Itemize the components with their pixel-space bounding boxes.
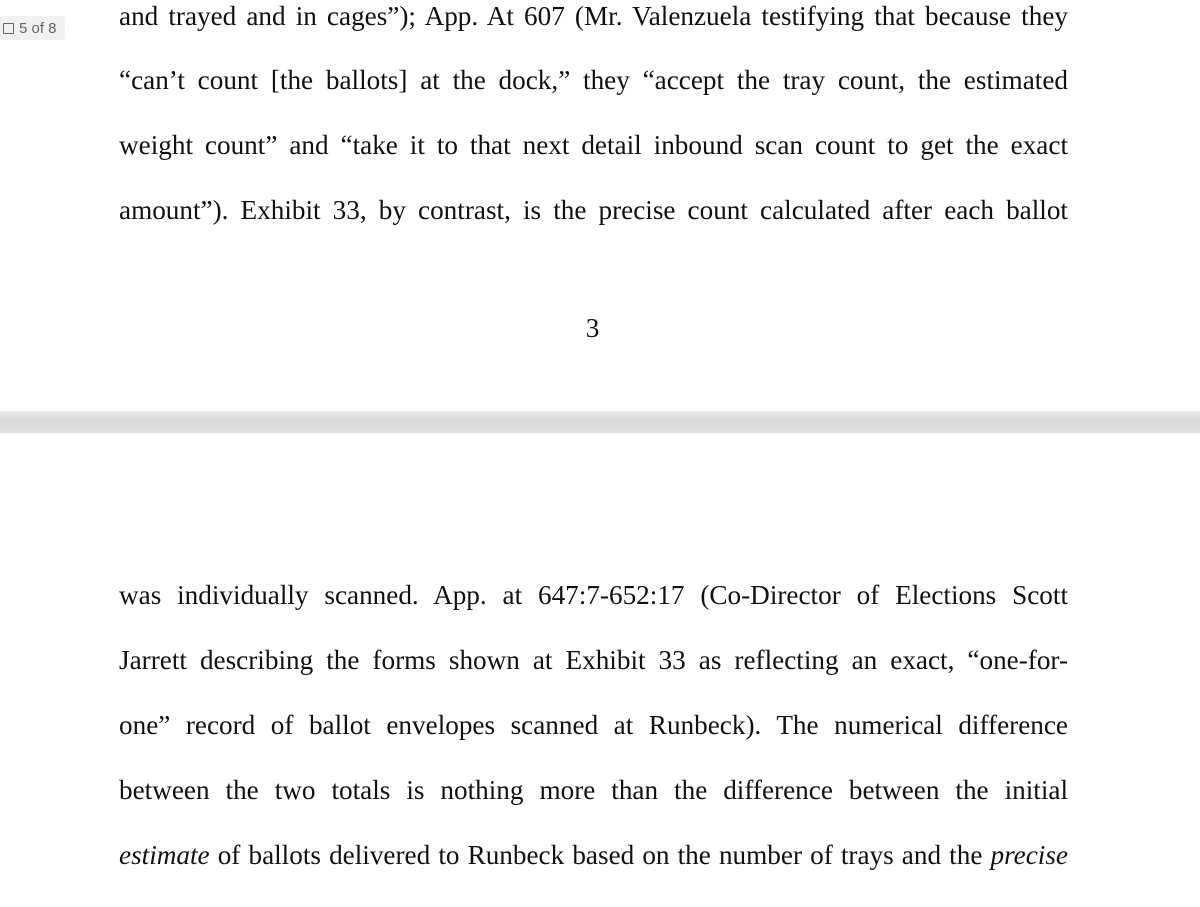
text-line: and trayed and in cages”); App. At 607 (Mr. Valenzuela testifying that because they [119, 1, 1068, 31]
text-line [119, 839, 1068, 871]
italic-estimate: estimate [119, 840, 210, 870]
text-line: weight count” and “take it to that next detail inbound scan count to get the exact [119, 130, 1068, 160]
document-page-bottom [0, 433, 1200, 907]
text-line: was individually scanned. App. at 647:7-652:17 (Co-Director of Elections Scott [119, 580, 1068, 610]
text-line: one” record of ballot envelopes scanned at Runbeck). The numerical difference [119, 710, 1068, 740]
text-line: Jarrett describing the forms shown at Exhibit 33 as reflecting an exact, “one-for- [119, 645, 1068, 675]
document-page-top [0, 0, 1200, 411]
page-indicator[interactable] [0, 16, 65, 40]
text-line: amount”). Exhibit 33, by contrast, is the precise count calculated after each ballot [119, 195, 1068, 225]
text-line: “can’t count [the ballots] at the dock,” they “accept the tray count, the estimated [119, 65, 1068, 95]
page-square-icon [3, 23, 14, 34]
page-number: 3 [585, 313, 600, 343]
text-line: between the two totals is nothing more than the difference between the initial [119, 775, 1068, 805]
text-segment: of ballots delivered to Runbeck based on the number of trays and the [209, 840, 991, 870]
page-indicator-label: 5 of 8 [19, 19, 57, 37]
italic-precise: precise [990, 840, 1068, 870]
page-separator [0, 411, 1200, 433]
